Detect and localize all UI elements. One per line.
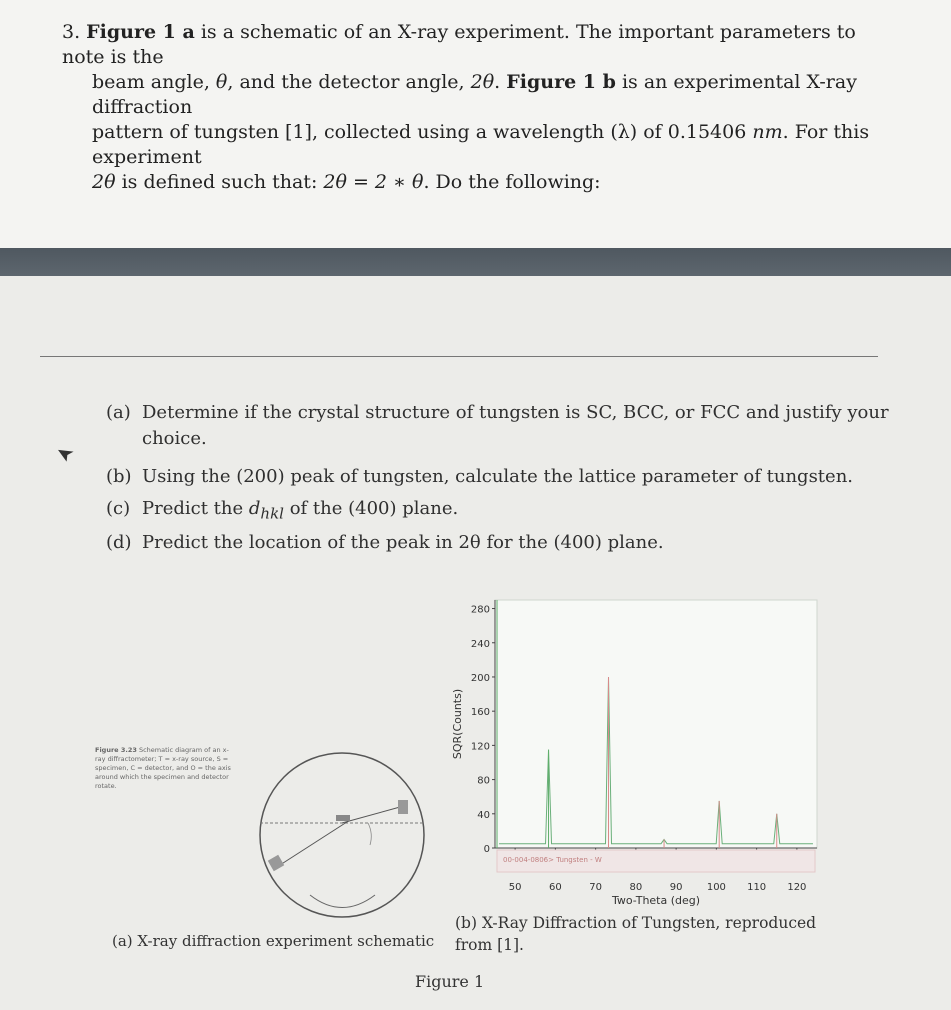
schematic-caption-title: Figure 3.23	[95, 746, 137, 754]
d-symbol: d	[248, 498, 261, 519]
problem-number: 3.	[62, 21, 81, 43]
pdf-card-label: 00-004-0806> Tungsten - W	[503, 856, 602, 864]
y-tick-label: 120	[470, 741, 490, 753]
problem-text-3a: pattern of tungsten [1], collected using a wavelength (λ) of 0.15406	[92, 121, 753, 143]
problem-line-2	[62, 70, 902, 120]
problem-text-2d: is an experimental X-ray diffraction	[92, 71, 857, 118]
problem-text-3b: . For this experiment	[92, 121, 870, 168]
part-d-text: Predict the location of the peak in 2θ for the (400) plane.	[142, 532, 664, 553]
part-d-label: (d)	[106, 532, 132, 553]
unit-nm: nm	[752, 121, 783, 143]
part-a-label: (a)	[106, 402, 131, 423]
y-axis-label: SQR(Counts)	[451, 688, 464, 760]
incident-beam	[280, 820, 350, 865]
part-a	[106, 402, 889, 423]
figure-1b-ref: Figure 1 b	[506, 71, 616, 93]
two-theta-symbol: 2θ	[470, 71, 495, 93]
part-b-label: (b)	[106, 466, 132, 487]
figure-label: Figure 1	[415, 972, 485, 991]
problem-line-3	[62, 120, 902, 170]
hkl-subscript: hkl	[260, 504, 284, 523]
part-c-text-a: Predict the	[142, 498, 249, 519]
part-b-text: Using the (200) peak of tungsten, calculate the lattice parameter of tungsten.	[142, 466, 854, 487]
problem-text-4a: is defined such that:	[115, 171, 324, 193]
part-a-continued	[106, 428, 207, 449]
detector	[398, 800, 408, 814]
horizontal-rule	[40, 356, 878, 357]
two-theta-arc	[368, 823, 371, 845]
caption-a: (a) X-ray diffraction experiment schematic	[112, 932, 435, 950]
problem-statement	[62, 20, 902, 195]
diffracted-beam	[342, 807, 400, 823]
part-c	[106, 498, 458, 523]
x-tick-label: 110	[747, 882, 767, 893]
y-tick-label: 0	[483, 844, 490, 855]
x-tick-label: 120	[787, 882, 807, 893]
part-c-label: (c)	[106, 498, 131, 519]
y-tick-label: 80	[477, 775, 490, 787]
schematic-caption	[95, 746, 235, 791]
x-tick-label: 70	[589, 882, 602, 893]
problem-text-2a: beam angle,	[92, 71, 216, 93]
part-a-text-cont: choice.	[142, 428, 207, 449]
x-tick-label: 60	[549, 882, 562, 893]
problem-text-2b: , and the detector angle,	[227, 71, 471, 93]
part-c-text-b: of the (400) plane.	[283, 498, 459, 519]
x-axis-label: Two-Theta (deg)	[611, 894, 701, 907]
xrd-chart-svg	[445, 590, 825, 910]
diffractometer-circle	[260, 753, 424, 917]
caption-b: (b) X-Ray Diffraction of Tungsten, reproduced from [1].	[455, 914, 817, 954]
schematic-caption-text: Schematic diagram of an x-ray diffractometer; T = x-ray source, S = specimen, C = detector, and O = the axis around which the specimen and detector rotate.	[95, 746, 231, 790]
theta-symbol: θ	[215, 71, 228, 93]
y-tick-label: 40	[477, 809, 490, 821]
x-tick-label: 80	[629, 882, 643, 893]
plot-area	[495, 600, 817, 848]
problem-text-4b: . Do the following:	[423, 171, 601, 193]
y-tick-label: 200	[470, 672, 490, 684]
problem-line-1	[62, 20, 902, 70]
x-tick-label: 100	[706, 882, 726, 893]
x-ray-source	[268, 855, 284, 871]
y-tick-label: 160	[470, 707, 490, 719]
problem-line-4	[62, 170, 902, 195]
specimen	[336, 815, 350, 821]
part-d	[106, 532, 664, 553]
part-b	[106, 466, 853, 487]
problem-text-1: is a schematic of an X-ray experiment. The important parameters to note is the	[62, 21, 856, 68]
problem-text-2c: .	[494, 71, 507, 93]
xrd-chart	[445, 590, 825, 910]
page-divider-band	[0, 248, 951, 276]
y-tick-label: 240	[470, 638, 490, 650]
y-tick-label: 280	[470, 604, 490, 616]
two-theta-symbol-2: 2θ	[92, 171, 116, 193]
figure-1a-ref: Figure 1 a	[86, 21, 195, 43]
mouse-pointer-icon	[58, 445, 76, 463]
x-tick-label: 90	[669, 882, 683, 893]
x-tick-label: 50	[508, 882, 522, 893]
diffractometer-schematic	[250, 745, 450, 925]
equation: 2θ = 2 ∗ θ	[323, 171, 424, 193]
angle-scale	[310, 895, 375, 908]
part-a-text: Determine if the crystal structure of tungsten is SC, BCC, or FCC and justify your	[142, 402, 889, 423]
